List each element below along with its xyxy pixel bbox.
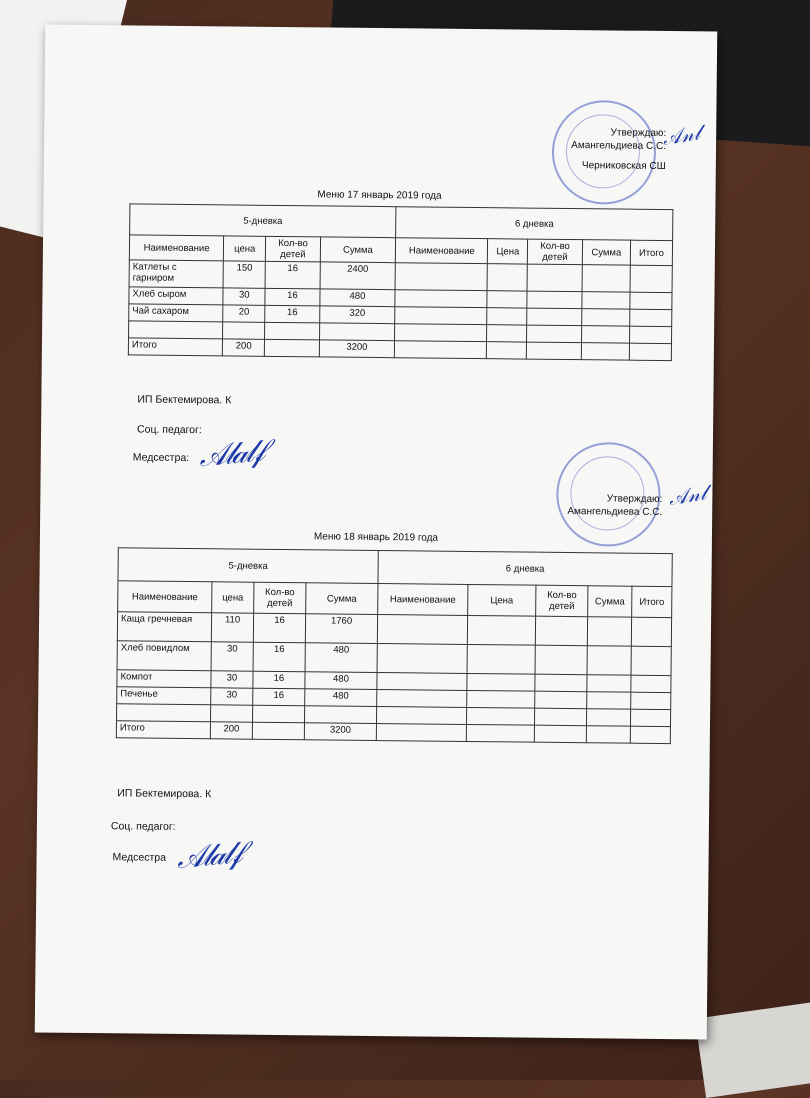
entrepreneur-line: ИП Бектемирова. К xyxy=(117,787,212,801)
col-name: Наименование xyxy=(118,581,212,613)
background-object xyxy=(695,1002,810,1098)
col-price-6: Цена xyxy=(468,584,536,616)
nurse-line: Медсестра: xyxy=(132,451,190,465)
col-total-6: Итого xyxy=(630,240,672,265)
table-row: Катлеты с гарниром 150 16 2400 xyxy=(129,260,672,293)
col-sum: Сумма xyxy=(320,237,396,263)
menu-table xyxy=(116,547,673,744)
table-row: Каща гречневая 110 16 1760 xyxy=(117,612,671,647)
col-count: Кол-во детей xyxy=(266,236,321,262)
group-5day: 5-дневка xyxy=(118,548,378,584)
approver-signature: 𝒜𝓃𝓁 xyxy=(660,120,702,151)
entrepreneur-line: ИП Бектемирова. К xyxy=(137,393,232,407)
nurse-signature: 𝒜𝓁𝒶𝓁𝒻 xyxy=(175,835,242,877)
col-sum-6: Сумма xyxy=(582,240,630,266)
approval-block xyxy=(567,492,662,519)
approval-block xyxy=(571,126,666,173)
col-count-6: Кол-во детей xyxy=(528,239,583,265)
menu-document xyxy=(35,25,718,1040)
table-row: Печенье 30 16 480 xyxy=(117,687,671,710)
group-6day: 6 дневка xyxy=(378,551,672,587)
group-5day: 5-дневка xyxy=(130,204,397,238)
table-row: Хлеб сыром 30 16 480 xyxy=(129,287,672,310)
col-count-6: Кол-во детей xyxy=(536,585,588,617)
col-name-6: Наименование xyxy=(396,238,488,264)
group-6day: 6 дневка xyxy=(396,207,673,241)
col-name-6: Наименование xyxy=(378,584,468,616)
table-row: Хлеб повидлом 30 16 480 xyxy=(117,641,671,676)
table-row: Компот 30 16 480 xyxy=(117,670,671,693)
approver-name: Амангельдиева С.С. xyxy=(567,506,663,518)
table-row: Чай сахаром 20 16 320 xyxy=(129,304,672,327)
menu-title: Меню 17 январь 2019 года xyxy=(317,189,442,202)
col-price-6: Цена xyxy=(488,239,528,264)
col-sum: Сумма xyxy=(306,583,378,615)
col-price: цена xyxy=(224,236,266,261)
col-name: Наименование xyxy=(129,235,224,261)
col-count: Кол-во детей xyxy=(254,582,306,614)
menu-table xyxy=(128,203,674,361)
school-name: Черниковская СШ xyxy=(581,160,666,173)
nurse-line: Медсестра xyxy=(112,851,167,864)
social-pedagogue-line: Соц. педагог: xyxy=(110,820,176,833)
col-sum-6: Сумма xyxy=(588,586,632,617)
col-total-6: Итого xyxy=(632,586,672,617)
approve-label: Утверждаю: xyxy=(606,493,663,505)
menu-title: Меню 18 январь 2019 года xyxy=(313,531,439,544)
total-row: Итого 200 3200 xyxy=(128,338,671,361)
total-row: Итого 200 3200 xyxy=(116,721,670,744)
approve-label: Утверждаю: xyxy=(610,127,667,140)
approver-name: Амангельдиева С.С. xyxy=(571,140,667,153)
col-price: цена xyxy=(212,582,254,613)
social-pedagogue-line: Соц. педагог: xyxy=(136,423,202,437)
approver-signature: 𝒜𝓃𝓁 xyxy=(666,480,708,511)
nurse-signature: 𝒜𝓁𝒶𝓁𝒻 xyxy=(197,433,264,475)
